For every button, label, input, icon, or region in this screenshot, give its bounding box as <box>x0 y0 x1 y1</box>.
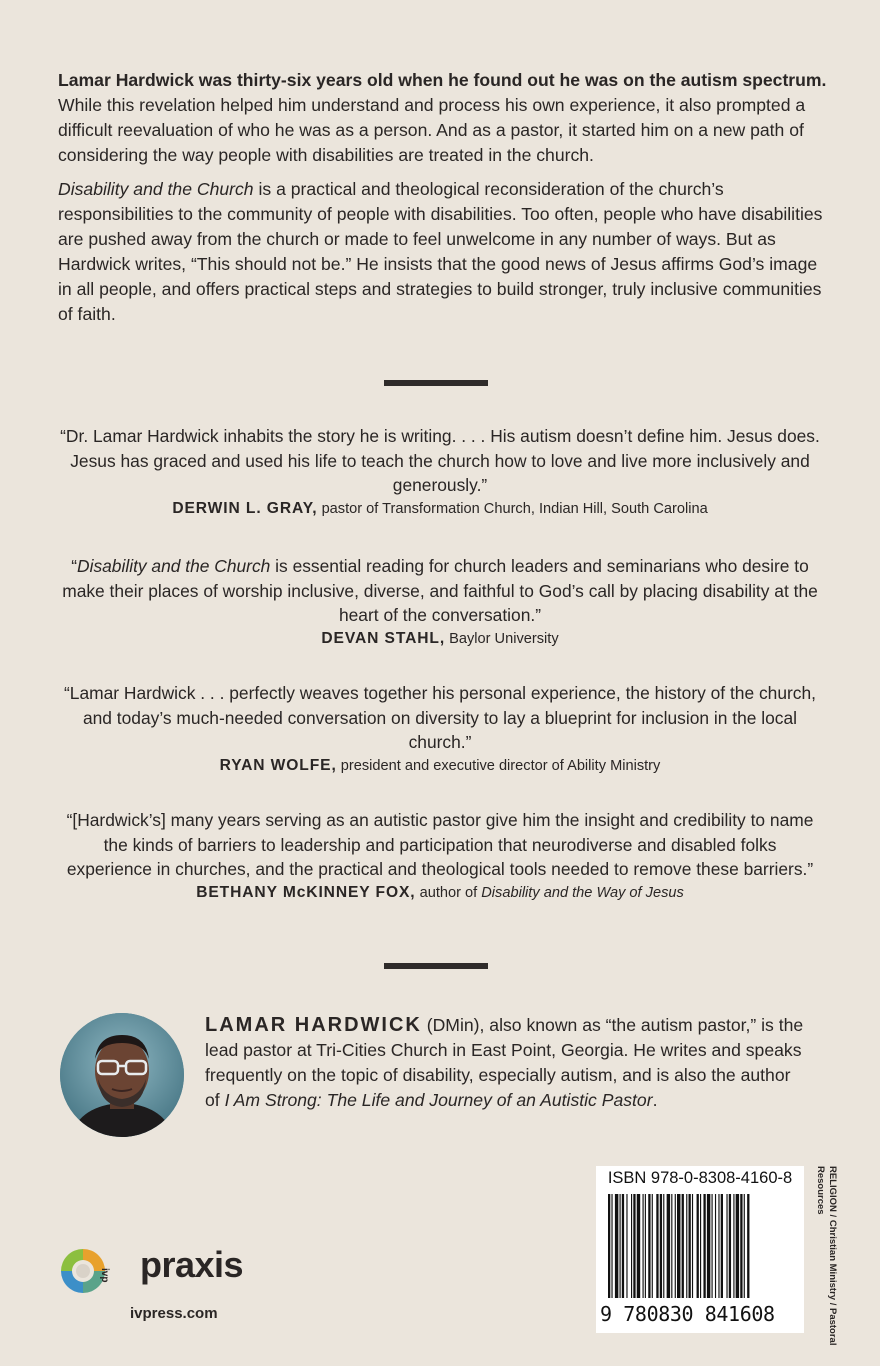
isbn-label: ISBN 978-0-8308-4160-8 <box>607 1169 793 1187</box>
description-text-1: While this revelation helped him understand and process his own experience, it also prompted a difficult reevaluation of who he was as a person. And as a pastor, it started him on a new path of considering the way people with disabilities are treated in the church. <box>58 95 806 165</box>
barcode-bar <box>747 1194 749 1298</box>
endorsement-attribution <box>60 498 820 520</box>
barcode-bar <box>637 1194 640 1298</box>
endorser-name: DERWIN L. GRAY, <box>172 499 318 517</box>
book-title-reference: Disability and the Way of Jesus <box>481 884 684 901</box>
barcode-bar <box>686 1194 687 1298</box>
divider-bottom <box>384 963 488 969</box>
barcode-bar <box>643 1194 644 1298</box>
endorsement-attribution <box>60 755 820 777</box>
endorsement-3 <box>60 681 820 777</box>
barcode-bar <box>611 1194 612 1298</box>
endorsement-attribution <box>60 882 820 904</box>
book-title-reference: Disability and the Church <box>77 556 271 576</box>
bio-text-2: . <box>652 1090 658 1110</box>
barcode-bar <box>677 1194 680 1298</box>
barcode-bar <box>652 1194 653 1298</box>
barcode-bar <box>663 1194 664 1298</box>
publisher-logo <box>58 1246 258 1296</box>
endorsement-quote-text: is essential reading for church leaders and seminarians who desire to make their places of worship inclusive, diverse, and faithful to God’s call by placing disability at the heart of the conversation.” <box>62 556 818 625</box>
barcode-bar <box>626 1194 627 1298</box>
barcode-bar <box>631 1194 632 1298</box>
barcode-bar <box>700 1194 701 1298</box>
barcode-bar <box>718 1194 719 1298</box>
barcode-bars-icon <box>604 1194 796 1302</box>
barcode-bar <box>622 1194 624 1298</box>
barcode-bar <box>682 1194 684 1298</box>
endorsement-attribution <box>60 628 820 650</box>
endorsement-quote <box>60 554 820 628</box>
barcode-bar <box>715 1194 716 1298</box>
barcode-bar <box>736 1194 739 1298</box>
author-photo <box>60 1013 184 1137</box>
barcode-bar <box>620 1194 621 1298</box>
endorsement-quote: “Dr. Lamar Hardwick inhabits the story he is writing. . . . His autism doesn’t define him. Jesus does. Jesus has graced and used his life to teach the church how to love and live more inclusively and generously.” <box>60 426 820 495</box>
imprint-name: praxis <box>140 1244 244 1285</box>
publisher-website: ivpress.com <box>130 1305 218 1322</box>
barcode-bar <box>671 1194 672 1298</box>
barcode-bar <box>660 1194 662 1298</box>
endorsement-2 <box>60 554 820 650</box>
barcode-bar <box>729 1194 731 1298</box>
barcode-bar <box>689 1194 691 1298</box>
endorser-role: pastor of Transformation Church, Indian Hill, South Carolina <box>317 500 708 517</box>
endorser-role: president and executive director of Ability Ministry <box>336 757 661 774</box>
book-description <box>58 68 828 336</box>
barcode-bar <box>721 1194 723 1298</box>
endorsement-quote: “[Hardwick’s] many years serving as an autistic pastor give him the insight and credibility to name the kinds of barriers to leadership and participation that neurodiverse and disabled folks experience in churches, and the practical and theological tools needed to remove these barriers.” <box>66 810 814 879</box>
barcode-bar <box>645 1194 646 1298</box>
quote-mark: “ <box>71 556 78 576</box>
endorser-name: BETHANY McKINNEY FOX, <box>196 883 416 901</box>
barcode-bar <box>703 1194 705 1298</box>
barcode-bar <box>712 1194 713 1298</box>
barcode-bar <box>608 1194 610 1298</box>
description-paragraph-2 <box>58 177 828 327</box>
barcode-bar <box>656 1194 658 1298</box>
author-name: LAMAR HARDWICK <box>205 1014 422 1036</box>
barcode-bar <box>675 1194 676 1298</box>
divider-top <box>384 380 488 386</box>
bisac-category: RELIGION / Christian Ministry / Pastoral Resources <box>815 1166 838 1346</box>
barcode-bar <box>744 1194 745 1298</box>
bio-text-1: (DMin), also known as “the autism pastor,” is the lead pastor at Tri-Cities Church in East Point, Georgia. He writes and speaks frequently on the topic of disability, especially autism, and is also the author of <box>205 1015 804 1110</box>
barcode-bar <box>726 1194 727 1298</box>
endorsement-1 <box>60 424 820 520</box>
author-portrait-icon <box>60 1013 184 1137</box>
isbn-digits: 9 780830 841608 <box>600 1302 775 1326</box>
endorser-role: Baylor University <box>445 630 559 647</box>
endorser-role: author of <box>415 884 482 901</box>
endorser-name: RYAN WOLFE, <box>219 756 337 774</box>
endorser-name: DEVAN STAHL, <box>321 629 446 647</box>
description-lead: Lamar Hardwick was thirty-six years old when he found out he was on the autism spectrum. <box>58 70 827 90</box>
barcode-bar <box>707 1194 710 1298</box>
isbn-barcode <box>596 1166 804 1333</box>
book-title-reference: Disability and the Church <box>58 179 254 199</box>
barcode-bar <box>692 1194 693 1298</box>
barcode-bar <box>667 1194 670 1298</box>
description-paragraph-1 <box>58 68 828 168</box>
barcode-bar <box>740 1194 742 1298</box>
imprint-small-label: ivp <box>99 1268 110 1283</box>
endorsement-quote: “Lamar Hardwick . . . perfectly weaves together his personal experience, the history of the church, and today’s much-needed conversation on diversity to lay a blueprint for inclusion in the local church.” <box>63 683 817 752</box>
barcode-bar <box>733 1194 734 1298</box>
description-text-2: is a practical and theological reconsideration of the church’s responsibilities to the community of people with disabilities. Too often, people who have disabilities are pushed away from the church or made to feel unwelcome in any number of ways. But as Hardwick writes, “This should not be.” He insists that the good news of Jesus affirms God’s image in all people, and offers practical steps and strategies to build stronger, truly inclusive communities of faith. <box>58 179 823 324</box>
author-bio <box>205 1013 805 1113</box>
author-book-title: I Am Strong: The Life and Journey of an Autistic Pastor <box>224 1090 653 1110</box>
barcode-bar <box>633 1194 635 1298</box>
endorsement-4 <box>60 808 820 904</box>
barcode-bar <box>697 1194 699 1298</box>
barcode-bar <box>615 1194 618 1298</box>
barcode-bar <box>648 1194 650 1298</box>
